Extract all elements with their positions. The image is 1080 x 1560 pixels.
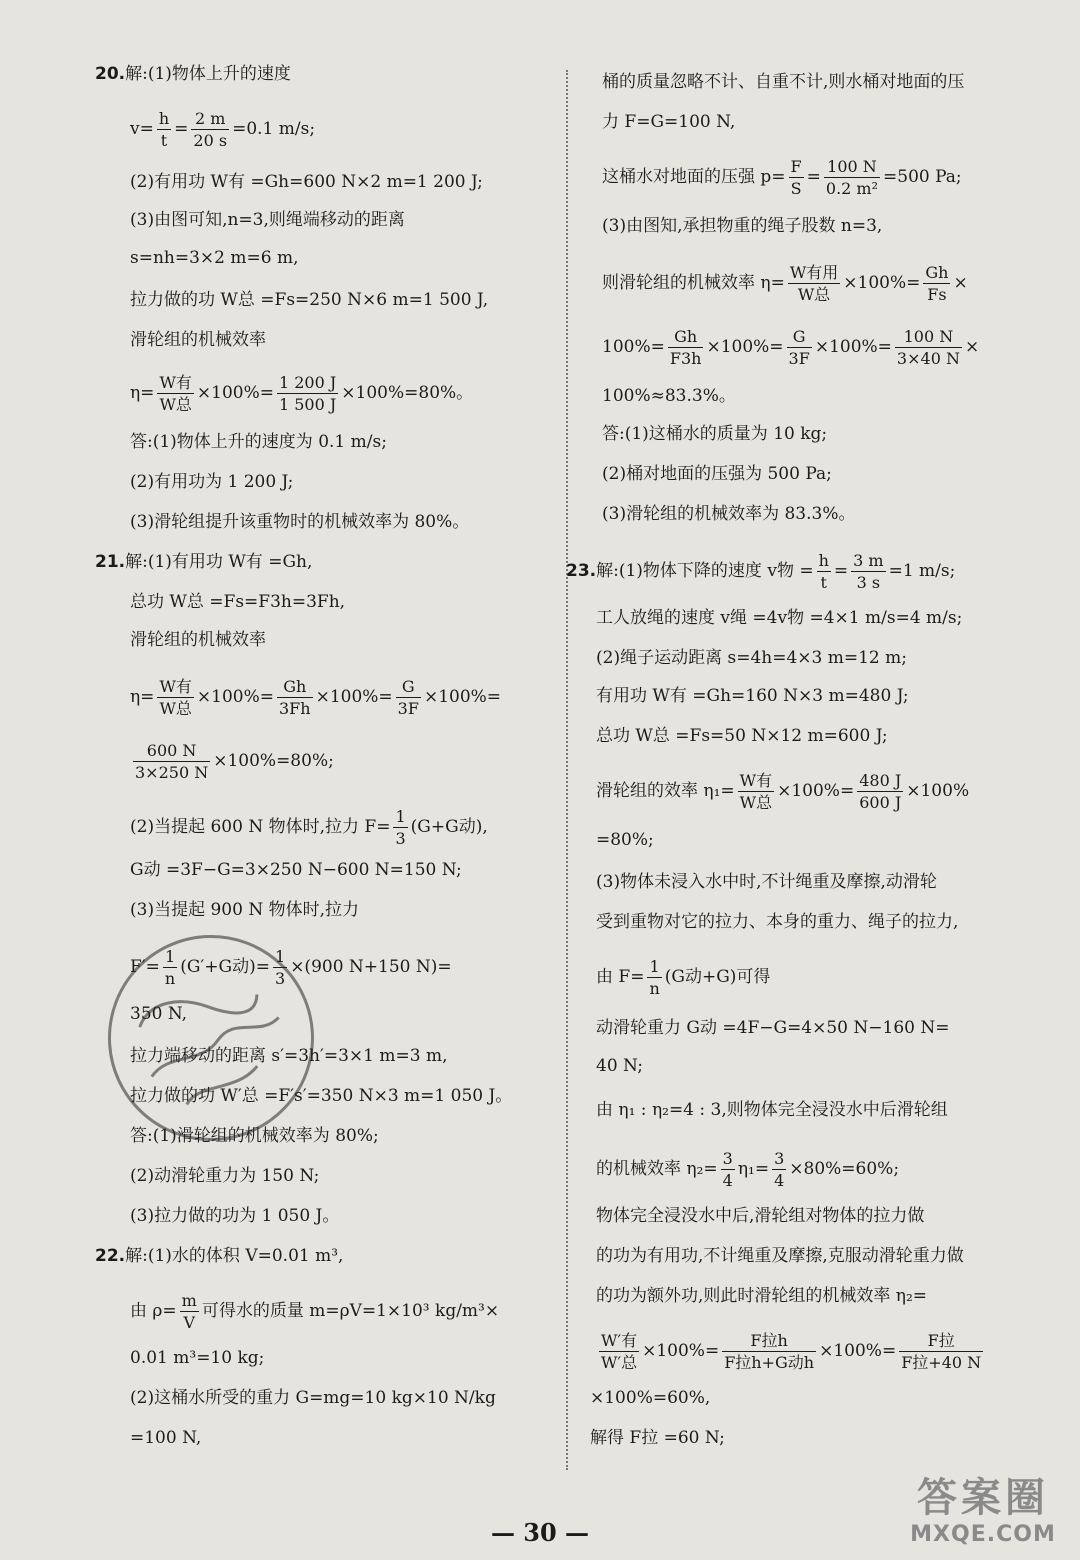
fraction: $\frac{1}{n}$ [649, 957, 660, 998]
fraction: $\frac{G}{3F}$ [788, 327, 810, 368]
q20-line-7: 滑轮组的机械效率 [130, 330, 266, 350]
fraction: $\frac{Gh}{F3h}$ [669, 327, 702, 368]
q22-line-1: 22.解:(1)水的体积 V=0.01 m³, [95, 1246, 344, 1266]
q23-line-6: 滑轮组的效率 η₁= W有 W总 ×100%= $\frac{480 J}{600 J}$ ×100% [596, 771, 970, 812]
watermark-url: MXQE.COM [910, 1522, 1056, 1547]
fraction: $\frac{100 N}{\text{0.2 m²}}$ [825, 157, 879, 198]
q23-line-19: ×100%=60%, [590, 1388, 711, 1408]
q20-answer-2: (2)有用功为 1 200 J; [130, 472, 294, 492]
q23-line-5: 总功 W总 =Fs=50 N×12 m=600 J; [596, 726, 888, 746]
fraction: $\frac{600 N}{3\times 250 N}$ [135, 741, 209, 782]
fraction: $\frac{1}{3}$ [395, 807, 406, 848]
q22-right-line-2: 力 F=G=100 N, [602, 112, 736, 132]
q22-line-5: =100 N, [130, 1428, 202, 1448]
q23-line-20: 解得 F拉 =60 N; [590, 1428, 725, 1448]
fraction: $\frac{3}{4}$ [722, 1149, 733, 1190]
fraction: W有用 W总 [789, 263, 839, 304]
q23-line-7: =80%; [596, 830, 654, 850]
q22-right-line-7: 100%≈83.3%。 [602, 386, 736, 406]
q21-line-6: (2)当提起 600 N 物体时,拉力 F= $\frac{1}{3}$ (G+G动), [130, 807, 488, 848]
q23-line-4: 有用功 W有 =Gh=160 N×3 m=480 J; [596, 686, 909, 706]
q23-line-18: W′有 W′总 ×100%= F拉h F拉h+G动h ×100%= F拉 F拉+40 N [601, 1331, 982, 1372]
q21-line-9: F′= $\frac{1}{n}$ (G′+G动)= $\frac{1}{3}$ ×(900 N+150 N)= [130, 947, 452, 988]
q21-line-8: (3)当提起 900 N 物体时,拉力 [130, 900, 360, 920]
q21-answer-3: (3)拉力做的功为 1 050 J。 [130, 1206, 340, 1226]
q21-line-1: 21.解:(1)有用功 W有 =Gh, [95, 552, 313, 572]
q23-line-1: 23.解:(1)物体下降的速度 v物 = $\frac{h}{t}$ = $\frac{3 m}{3 s}$ =1 m/s; [566, 551, 956, 592]
page-number: — 30 — [490, 1518, 590, 1547]
q21-line-3: 滑轮组的机械效率 [130, 630, 266, 650]
fraction: $\frac{1}{3}$ [275, 947, 286, 988]
fraction: $\frac{h}{t}$ [158, 109, 170, 150]
q21-answer-1: 答:(1)滑轮组的机械效率为 80%; [130, 1126, 379, 1146]
question-number: 21. [95, 552, 126, 572]
q21-line-11: 拉力端移动的距离 s′=3h′=3×1 m=3 m, [130, 1046, 448, 1066]
question-number: 22. [95, 1246, 126, 1266]
q22-answer-3: (3)滑轮组的机械效率为 83.3%。 [602, 504, 856, 524]
q21-line-7: G动 =3F−G=3×250 N−600 N=150 N; [130, 860, 462, 880]
fraction: $\frac{100 N}{3\times 40 N}$ [896, 327, 960, 368]
q21-answer-2: (2)动滑轮重力为 150 N; [130, 1166, 320, 1186]
q20-answer-3: (3)滑轮组提升该重物时的机械效率为 80%。 [130, 512, 470, 532]
question-number: 20. [95, 64, 126, 84]
q22-line-2: 由 ρ= $\frac{m}{V}$ 可得水的质量 m=ρV=1×10³ kg/m³× [130, 1291, 500, 1332]
q20-line-2: v= $\frac{h}{t}$ = $\frac{2 m}{20 s}$ =0.1 m/s; [130, 109, 316, 150]
q22-line-3: 0.01 m³=10 kg; [130, 1348, 265, 1368]
q20-line-1: 20.解:(1)物体上升的速度 [95, 64, 291, 84]
q23-line-14: 的机械效率 η₂= $\frac{3}{4}$ η₁= $\frac{3}{4}$ ×80%=60%; [596, 1149, 900, 1190]
q22-right-line-5: 则滑轮组的机械效率 η= W有用 W总 ×100%= $\frac{Gh}{Fs}$ × [602, 263, 968, 304]
q23-line-9: 受到重物对它的拉力、本身的重力、绳子的拉力, [596, 912, 959, 932]
q22-right-line-6: 100%= $\frac{Gh}{F3h}$ ×100%= $\frac{G}{3F}$ ×100%= $\frac{100 N}{3\times 40 N}$ × [602, 327, 980, 368]
q21-line-4: η= W有 W总 ×100%= $\frac{Gh}{3Fh}$ ×100%= $\frac{G}{3F}$ ×100%= [130, 677, 502, 718]
fraction: $\frac{m}{V}$ [181, 1291, 197, 1332]
q21-line-10: 350 N, [130, 1004, 188, 1024]
q23-line-16: 的功为有用功,不计绳重及摩擦,克服动滑轮重力做 [596, 1246, 964, 1266]
q23-line-17: 的功为额外功,则此时滑轮组的机械效率 η₂= [596, 1286, 928, 1306]
q22-right-line-1: 桶的质量忽略不计、自重不计,则水桶对地面的压 [602, 72, 965, 92]
fraction: $\frac{3}{4}$ [774, 1149, 785, 1190]
q23-line-13: 由 η₁ : η₂=4 : 3,则物体完全浸没水中后滑轮组 [596, 1100, 948, 1120]
fraction: $\frac{G}{3F}$ [397, 677, 419, 718]
fraction: W有 W总 [159, 373, 192, 414]
site-watermark [894, 1474, 1072, 1552]
q20-line-4: (3)由图可知,n=3,则绳端移动的距离 [130, 210, 405, 230]
fraction: $\frac{3 m}{3 s}$ [853, 551, 884, 592]
watermark-logo-text: 答案圈 [917, 1475, 1049, 1521]
fraction: $\frac{h}{t}$ [818, 551, 829, 592]
q20-line-3: (2)有用功 W有 =Gh=600 N×2 m=1 200 J; [130, 172, 483, 192]
q21-line-5: $\frac{600 N}{3\times 250 N}$ ×100%=80%; [135, 741, 334, 782]
q20-line-8: η= W有 W总 ×100%= $\frac{1 200 J}{1 500 J}$ ×100%=80%。 [130, 373, 474, 414]
fraction: $\frac{Gh}{Fs}$ [925, 263, 949, 304]
fraction: $\frac{1 200 J}{1 500 J}$ [278, 373, 337, 414]
q23-line-11: 动滑轮重力 G动 =4F−G=4×50 N−160 N= [596, 1018, 950, 1038]
q22-line-4: (2)这桶水所受的重力 G=mg=10 kg×10 N/kg [130, 1388, 496, 1408]
q22-right-line-3: 这桶水对地面的压强 p= $\frac{F}{S}$ = $\frac{100 N}{\text{0.2 m²}}$ =500 Pa; [602, 157, 962, 198]
fraction: F拉h F拉h+G动h [724, 1331, 815, 1372]
q22-answer-2: (2)桶对地面的压强为 500 Pa; [602, 464, 832, 484]
fraction: $\frac{2 m}{20 s}$ [193, 109, 228, 150]
fraction: W有 W总 [159, 677, 192, 718]
column-divider [566, 70, 568, 1470]
q23-line-3: (2)绳子运动距离 s=4h=4×3 m=12 m; [596, 648, 907, 668]
q23-line-10: 由 F= $\frac{1}{n}$ (G动+G)可得 [596, 957, 771, 998]
q23-line-8: (3)物体未浸入水中时,不计绳重及摩擦,动滑轮 [596, 872, 937, 892]
fraction: $\frac{F}{S}$ [790, 157, 802, 198]
q23-line-2: 工人放绳的速度 v绳 =4v物 =4×1 m/s=4 m/s; [596, 608, 963, 628]
q21-line-2: 总功 W总 =Fs=F3h=3Fh, [130, 592, 346, 612]
fraction: F拉 F拉+40 N [901, 1331, 982, 1372]
fraction: $\frac{Gh}{3Fh}$ [278, 677, 311, 718]
q20-answer-1: 答:(1)物体上升的速度为 0.1 m/s; [130, 432, 387, 452]
fraction: $\frac{480 J}{600 J}$ [859, 771, 902, 812]
fraction: W′有 W′总 [601, 1331, 638, 1372]
fraction: $\frac{1}{n}$ [164, 947, 176, 988]
q22-answer-1: 答:(1)这桶水的质量为 10 kg; [602, 424, 828, 444]
q23-line-12: 40 N; [596, 1056, 644, 1076]
question-number: 23. [566, 561, 597, 581]
q20-line-6: 拉力做的功 W总 =Fs=250 N×6 m=1 500 J, [130, 290, 489, 310]
q22-right-line-4: (3)由图知,承担物重的绳子股数 n=3, [602, 216, 883, 236]
q21-line-12: 拉力做的功 W′总 =F′s′=350 N×3 m=1 050 J。 [130, 1086, 513, 1106]
q20-line-5: s=nh=3×2 m=6 m, [130, 248, 299, 268]
q23-line-15: 物体完全浸没水中后,滑轮组对物体的拉力做 [596, 1206, 925, 1226]
fraction: W有 W总 [739, 771, 773, 812]
